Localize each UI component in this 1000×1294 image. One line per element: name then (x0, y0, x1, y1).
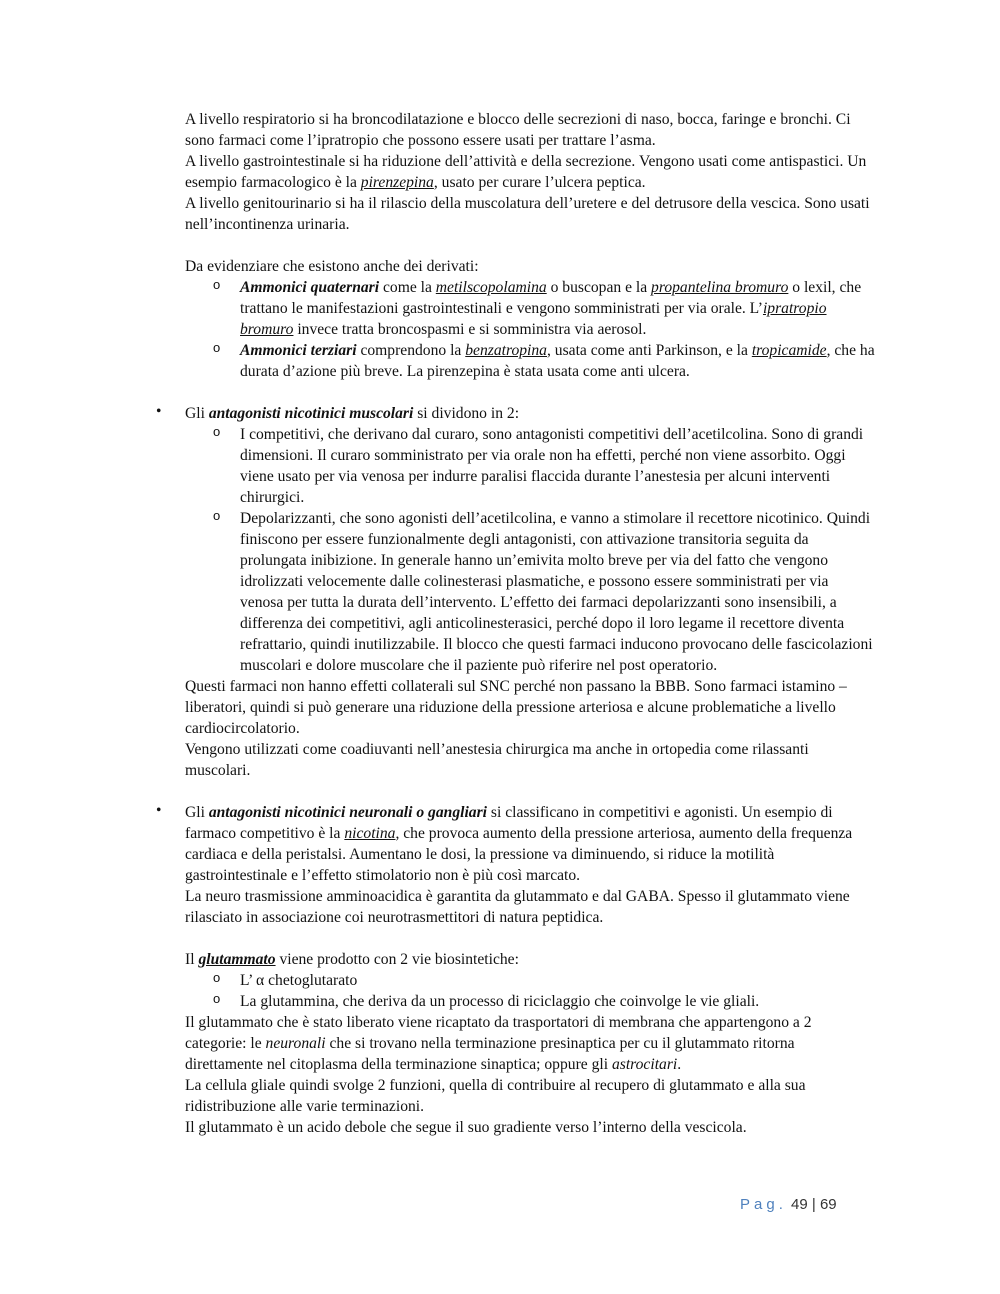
bullet-icon: • (156, 403, 162, 420)
drug-name: nicotina (344, 825, 396, 842)
list-item-glutammina (185, 991, 875, 1012)
term: antagonisti nicotinici neuronali o gangliari (208, 804, 487, 821)
text: che si trovano nella terminazione presinaptica per cu il glutammato ritorna direttamente nel citoplasma della terminazione sinaptica; oppure gli (185, 1035, 795, 1073)
spacer (185, 928, 875, 949)
footer-label: Pag. (740, 1196, 787, 1213)
list-item-text (240, 340, 875, 382)
circle-bullet-icon: o (213, 991, 221, 1006)
circle-bullet-icon: o (213, 970, 221, 985)
text: Gli (185, 804, 209, 821)
drug-name: metilscopolamina (435, 279, 547, 296)
circle-bullet-icon: o (213, 340, 221, 355)
text: viene prodotto con 2 vie biosintetiche: (275, 951, 519, 968)
text: , usata come anti Parkinson, e la (546, 342, 752, 359)
text: Il glutammato che è stato liberato viene ricaptato da trasportatori di membrana che appartengono a 2 categorie: le (185, 1014, 812, 1052)
text: Gli (185, 405, 209, 422)
text: o buscopan e la (546, 279, 652, 296)
paragraph: Il glutammato è un acido debole che segue il suo gradiente verso l’interno della vescicola. (185, 1119, 747, 1136)
text: si classificano in competitivi e agonisti. Un esempio di farmaco competitivo è la (185, 804, 833, 842)
text: o lexil, che trattano le manifestazioni gastrointestinali e vengono somministrati per via orale. L’ (240, 279, 862, 317)
paragraph-respiratory (185, 109, 875, 151)
term: Ammonici terziari (240, 342, 357, 359)
text: come la (379, 279, 436, 296)
text: Il (185, 951, 199, 968)
text: invece tratta broncospasmi e si somministra via aerosol. (293, 321, 647, 338)
page-content (156, 109, 875, 1138)
glutammato-intro (185, 949, 875, 970)
page-total: 69 (819, 1196, 837, 1213)
text: comprendono la (356, 342, 466, 359)
text: si dividono in 2: (413, 405, 520, 422)
spacer (185, 382, 875, 403)
paragraph: La cellula gliale quindi svolge 2 funzioni, quella di contribuire al recupero di glutammato e alla sua ridistribuzione alle varie terminazioni. (185, 1077, 806, 1115)
derivati-intro: Da evidenziare che esistono anche dei derivati: (185, 258, 479, 275)
bullet-text (185, 802, 875, 886)
spacer (185, 235, 875, 256)
circle-bullet-icon: o (213, 277, 221, 292)
list-item-text (240, 277, 875, 340)
list-item-chetoglutarato (185, 970, 875, 991)
term: neuronali (265, 1035, 326, 1052)
footer-separator: | (811, 1196, 816, 1213)
text: , che ha durata d’azione più breve. La pirenzepina è stata usata come anti ulcera. (240, 342, 875, 380)
list-item-ammonici-quaternari (185, 277, 875, 340)
list-item-text: L’ α chetoglutarato (240, 972, 358, 989)
bullet-text (185, 403, 875, 424)
bullet-antagonisti-muscolari (156, 403, 875, 781)
drug-name: benzatropina (465, 342, 547, 359)
paragraph: Questi farmaci non hanno effetti collaterali sul SNC perché non passano la BBB. Sono farmaci istamino – liberatori, quindi si può generare una riduzione della pressione arteriosa e alcune problematiche a livello cardiocircolatorio. (185, 678, 847, 737)
paragraph: La neuro trasmissione amminoacidica è garantita da glutammato e dal GABA. Spesso il glutammato viene rilasciato in associazione coi neurotrasmettitori di natura peptidica. (185, 888, 850, 926)
drug-name: pirenzepina (360, 174, 434, 191)
list-item-depolarizzanti (185, 508, 875, 676)
spacer (185, 781, 875, 802)
list-item-text: La glutammina, che deriva da un processo di riciclaggio che coinvolge le vie gliali. (240, 993, 760, 1010)
term: astrocitari (611, 1056, 678, 1073)
paragraph: Vengono utilizzati come coadiuvanti nell’anestesia chirurgica ma anche in ortopedia come rilassanti muscolari. (185, 741, 809, 779)
drug-name: tropicamide (751, 342, 827, 359)
list-item-text: Depolarizzanti, che sono agonisti dell’acetilcolina, e vanno a stimolare il recettore nicotinico. Quindi finiscono per essere funzionalmente degli antagonisti, con attivazione transitoria seguita da prolungata inibizione. In generale hanno un’emivita molto breve per via del fatto che vengono idrolizzati velocemente dalle colinesterasi plasmatiche, e possono essere somministrati per via venosa per tutta la durata dell’intervento. L’effetto dei farmaci depolarizzanti sono insensibili, a differenza dei competitivi, agli anticolinesterasici, perché dopo il loro legame il recettore diventa refrattario, quindi inutilizzabile. Il blocco che questi farmaci inducono provocano delle fascicolazioni muscolari e dolore muscolare che il paziente può riferire nel post operatorio. (240, 510, 873, 674)
page-number: 49 (791, 1196, 808, 1213)
paragraph-trasportatori (185, 1012, 875, 1075)
circle-bullet-icon: o (213, 424, 221, 439)
term: antagonisti nicotinici muscolari (208, 405, 414, 422)
bullet-antagonisti-neuronali (156, 802, 875, 928)
drug-name: propantelina bromuro (651, 279, 789, 296)
paragraph-genitourinary (185, 193, 875, 235)
text: . (677, 1056, 682, 1073)
term: Ammonici quaternari (240, 279, 380, 296)
circle-bullet-icon: o (213, 508, 221, 523)
text: A livello gastrointestinale si ha riduzione dell’attività e della secrezione. Vengono usati come antispastici. Un esempio farmacologico è la (185, 153, 867, 191)
paragraph-gastrointestinal (185, 151, 875, 193)
text: , che provoca aumento della pressione arteriosa, aumento della frequenza cardiaca e della peristalsi. Aumentano le dosi, la pressione va diminuendo, si riduce la motilità gastrointestinale e l’effetto stimolatorio non è più così marcato. (185, 825, 853, 884)
text: A livello respiratorio si ha broncodilatazione e blocco delle secrezioni di naso, bocca, faringe e bronchi. Ci sono farmaci come l’ipratropio che possono essere usati per trattare l’asma. (185, 111, 851, 149)
list-item-ammonici-terziari (185, 340, 875, 382)
text: , usato per curare l’ulcera peptica. (433, 174, 646, 191)
bullet-icon: • (156, 802, 162, 819)
page-footer (740, 1196, 837, 1213)
list-item-text: I competitivi, che derivano dal curaro, sono antagonisti competitivi dell’acetilcolina. Sono di grandi dimensioni. Il curaro somministrato per via orale non ha effetti, perché non viene assorbito. Oggi viene usato per via venosa per indurre paralisi flaccida durante l’anestesia per alcuni interventi chirurgici. (240, 426, 864, 506)
text: A livello genitourinario si ha il rilascio della muscolatura dell’uretere e del detrusore della vescica. Sono usati nell’incontinenza urinaria. (185, 195, 870, 233)
list-item-competitivi (185, 424, 875, 508)
term: glutammato (198, 951, 276, 968)
drug-name: ipratropio bromuro (240, 300, 827, 338)
